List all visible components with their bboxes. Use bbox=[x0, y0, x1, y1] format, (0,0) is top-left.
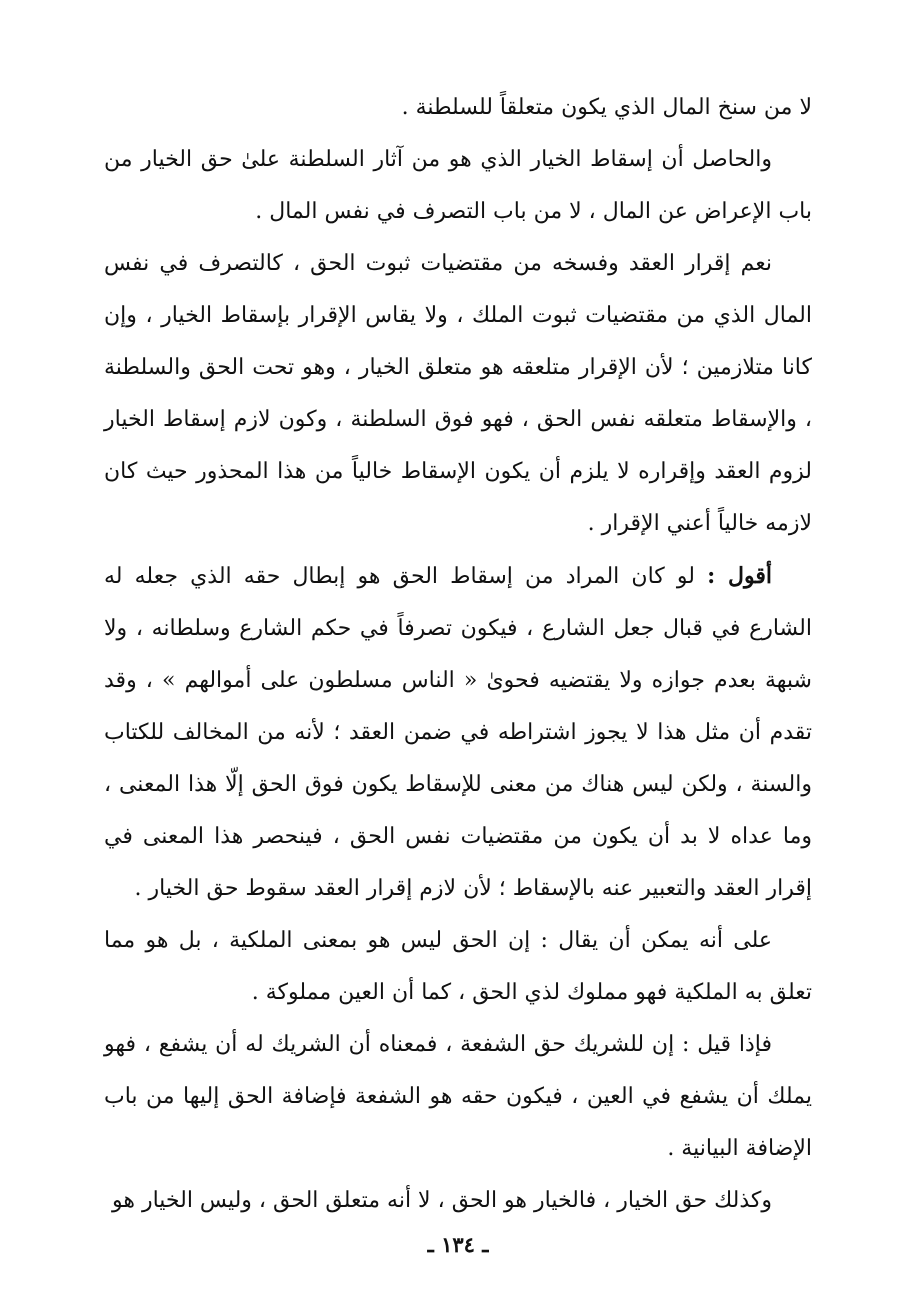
paragraph-text: نعم إقرار العقد وفسخه من مقتضيات ثبوت الحق ، كالتصرف في نفس المال الذي من مقتضيات ثبوت الملك ، ولا يقاس الإقرار بإسقاط الخيار ، وإن كانا متلازمين ؛ لأن الإقرار متلعقه هو متعلق الخيار ، وهو تحت الحق والسلطنة ، والإسقاط متعلقه نفس الحق ، فهو فوق السلطنة ، وكون لازم إسقاط الخيار لزوم العقد وإقراره لا يلزم أن يكون الإسقاط خالياً من هذا المحذور حيث كان لازمه خالياً أعني الإقرار . bbox=[104, 251, 812, 536]
page-number: ـ ١٣٤ ـ bbox=[427, 1232, 489, 1257]
paragraph-contract-affirmation bbox=[104, 238, 812, 550]
paragraph-shufa bbox=[104, 1019, 812, 1175]
paragraph-text: والحاصل أن إسقاط الخيار الذي هو من آثار السلطنة علىٰ حق الخيار من باب الإعراض عن المال ، لا من باب التصرف في نفس المال . bbox=[104, 147, 812, 224]
paragraph-text: لا من سنخ المال الذي يكون متعلقاً للسلطنة . bbox=[401, 95, 812, 120]
paragraph-text: لو كان المراد من إسقاط الحق هو إبطال حقه الذي جعله له الشارع في قبال جعل الشارع ، فيكون تصرفاً في حكم الشارع وسلطانه ، ولا شبهة بعدم جوازه ولا يقتضيه فحوىٰ « الناس مسلطون على أموالهم » ، وقد تقدم أن مثل هذا لا يجوز اشتراطه في ضمن العقد ؛ لأنه من المخالف للكتاب والسنة ، ولكن ليس هناك من معنى للإسقاط يكون فوق الحق إلّا هذا المعنى ، وما عداه لا بد أن يكون من مقتضيات نفس الحق ، فينحصر هذا المعنى في إقرار العقد والتعبير عنه بالإسقاط ؛ لأن لازم إقرار العقد سقوط حق الخيار . bbox=[104, 564, 812, 901]
paragraph-text: فإذا قيل : إن للشريك حق الشفعة ، فمعناه أن الشريك له أن يشفع ، فهو يملك أن يشفع في العين ، فيكون حقه هو الشفعة فإضافة الحق إليها من باب الإضافة البيانية . bbox=[104, 1032, 812, 1161]
document-body bbox=[104, 82, 812, 1227]
paragraph-khiyar bbox=[104, 1175, 812, 1227]
paragraph-continuation bbox=[104, 82, 812, 134]
paragraph-text: وكذلك حق الخيار ، فالخيار هو الحق ، لا أنه متعلق الحق ، وليس الخيار هو bbox=[111, 1188, 772, 1213]
paragraph-aqulu bbox=[104, 550, 812, 915]
paragraph-conclusion bbox=[104, 134, 812, 238]
paragraph-text: على أنه يمكن أن يقال : إن الحق ليس هو بمعنى الملكية ، بل هو مما تعلق به الملكية فهو مملوك لذي الحق ، كما أن العين مملوكة . bbox=[104, 928, 812, 1005]
paragraph-lead-word: أقول : bbox=[707, 563, 772, 589]
paragraph-ownership bbox=[104, 915, 812, 1019]
